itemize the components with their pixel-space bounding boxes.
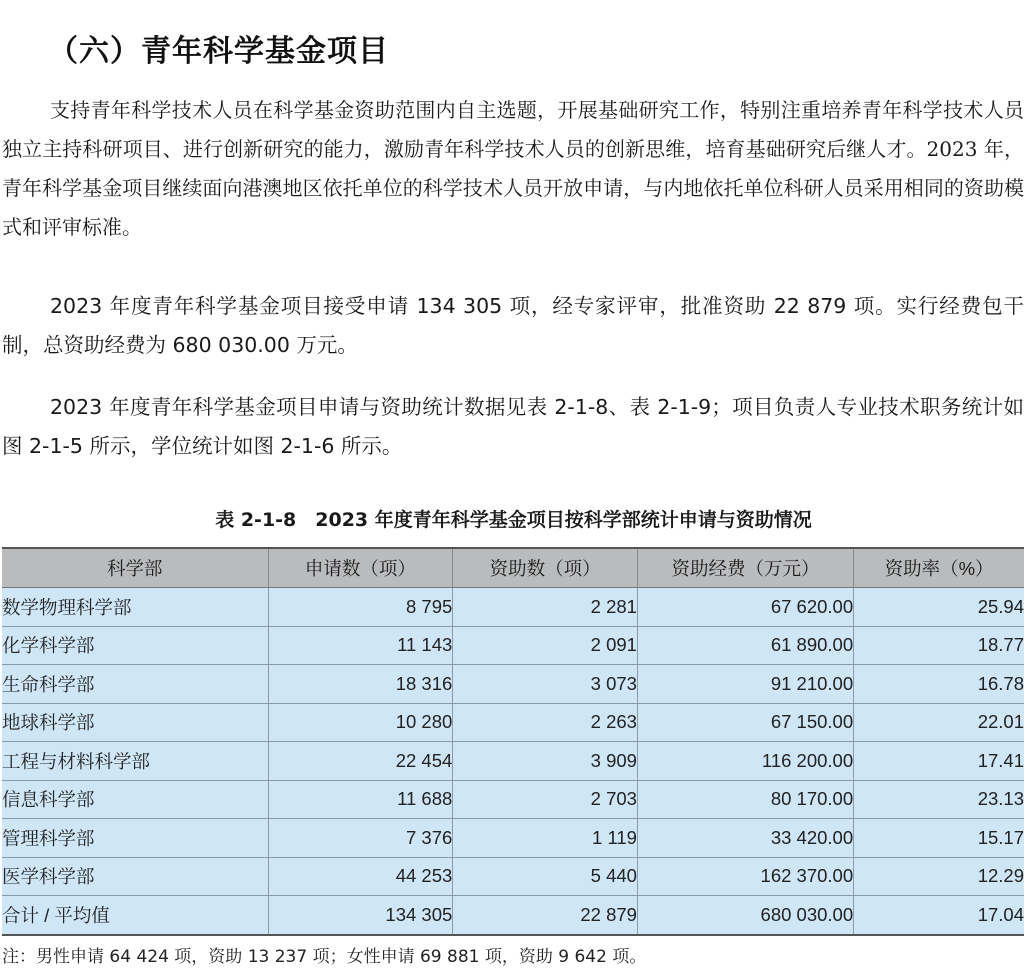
cell-applications: 18 316 <box>268 665 453 704</box>
header-funding-rate: 资助率（%） <box>854 548 1024 588</box>
cell-applications: 44 253 <box>268 857 453 896</box>
table-row <box>2 857 1024 896</box>
cell-funded: 2 281 <box>453 588 638 627</box>
cell-department: 合计 / 平均值 <box>2 896 268 935</box>
header-applications: 申请数（项） <box>268 548 453 588</box>
cell-funded: 5 440 <box>453 857 638 896</box>
cell-funding-amount: 116 200.00 <box>637 742 853 781</box>
cell-funding-rate: 25.94 <box>854 588 1024 627</box>
cell-funded: 1 119 <box>453 819 638 858</box>
cell-funding-amount: 680 030.00 <box>637 896 853 935</box>
table-footnote: 注：男性申请 64 424 项，资助 13 237 项；女性申请 69 881 项，资助 9 642 项。 <box>2 947 647 967</box>
cell-applications: 10 280 <box>268 703 453 742</box>
header-funded: 资助数（项） <box>453 548 638 588</box>
cell-funding-rate: 16.78 <box>854 665 1024 704</box>
table-row <box>2 780 1024 819</box>
table-row <box>2 588 1024 627</box>
cell-funded: 2 091 <box>453 626 638 665</box>
cell-funding-rate: 18.77 <box>854 626 1024 665</box>
reference-paragraph: 2023 年度青年科学基金项目申请与资助统计数据见表 2-1-8、表 2-1-9；项目负责人专业技术职务统计如图 2-1-5 所示，学位统计如图 2-1-6 所示。 <box>2 395 1024 458</box>
cell-funding-amount: 67 150.00 <box>637 703 853 742</box>
cell-funding-amount: 91 210.00 <box>637 665 853 704</box>
cell-funded: 3 909 <box>453 742 638 781</box>
table-row <box>2 665 1024 704</box>
cell-funding-amount: 61 890.00 <box>637 626 853 665</box>
section-heading: （六）青年科学基金项目 <box>48 34 389 69</box>
statistics-table <box>2 547 1024 936</box>
cell-funding-amount: 33 420.00 <box>637 819 853 858</box>
cell-applications: 134 305 <box>268 896 453 935</box>
cell-funding-amount: 67 620.00 <box>637 588 853 627</box>
header-department: 科学部 <box>2 548 268 588</box>
cell-funded: 22 879 <box>453 896 638 935</box>
cell-funded: 2 703 <box>453 780 638 819</box>
table-total-row <box>2 896 1024 935</box>
table-row <box>2 626 1024 665</box>
cell-department: 生命科学部 <box>2 665 268 704</box>
cell-funding-rate: 15.17 <box>854 819 1024 858</box>
cell-applications: 11 143 <box>268 626 453 665</box>
cell-department: 数学物理科学部 <box>2 588 268 627</box>
header-funding-amount: 资助经费（万元） <box>637 548 853 588</box>
cell-funding-rate: 12.29 <box>854 857 1024 896</box>
cell-applications: 7 376 <box>268 819 453 858</box>
table-row <box>2 742 1024 781</box>
cell-department: 医学科学部 <box>2 857 268 896</box>
cell-applications: 22 454 <box>268 742 453 781</box>
cell-funding-rate: 17.04 <box>854 896 1024 935</box>
summary-paragraph: 2023 年度青年科学基金项目接受申请 134 305 项，经专家评审，批准资助 22 879 项。实行经费包干制，总资助经费为 680 030.00 万元。 <box>2 294 1024 357</box>
cell-department: 地球科学部 <box>2 703 268 742</box>
cell-department: 信息科学部 <box>2 780 268 819</box>
cell-department: 管理科学部 <box>2 819 268 858</box>
table-header-row <box>2 548 1024 588</box>
cell-funded: 3 073 <box>453 665 638 704</box>
cell-funding-amount: 162 370.00 <box>637 857 853 896</box>
table-row <box>2 703 1024 742</box>
cell-department: 化学科学部 <box>2 626 268 665</box>
table-title: 表 2-1-8 2023 年度青年科学基金项目按科学部统计申请与资助情况 <box>215 509 812 531</box>
table-row <box>2 819 1024 858</box>
cell-funding-rate: 23.13 <box>854 780 1024 819</box>
cell-applications: 11 688 <box>268 780 453 819</box>
cell-funded: 2 263 <box>453 703 638 742</box>
cell-department: 工程与材料科学部 <box>2 742 268 781</box>
cell-funding-rate: 22.01 <box>854 703 1024 742</box>
cell-applications: 8 795 <box>268 588 453 627</box>
cell-funding-amount: 80 170.00 <box>637 780 853 819</box>
cell-funding-rate: 17.41 <box>854 742 1024 781</box>
intro-paragraph: 支持青年科学技术人员在科学基金资助范围内自主选题，开展基础研究工作，特别注重培养青年科学技术人员独立主持科研项目、进行创新研究的能力，激励青年科学技术人员的创新思维，培育基础研究后继人才。2023 年，青年科学基金项目继续面向港澳地区依托单位的科学技术人员开放申请，与内地依托单位科研人员采用相同的资助模式和评审标准。 <box>2 98 1024 239</box>
